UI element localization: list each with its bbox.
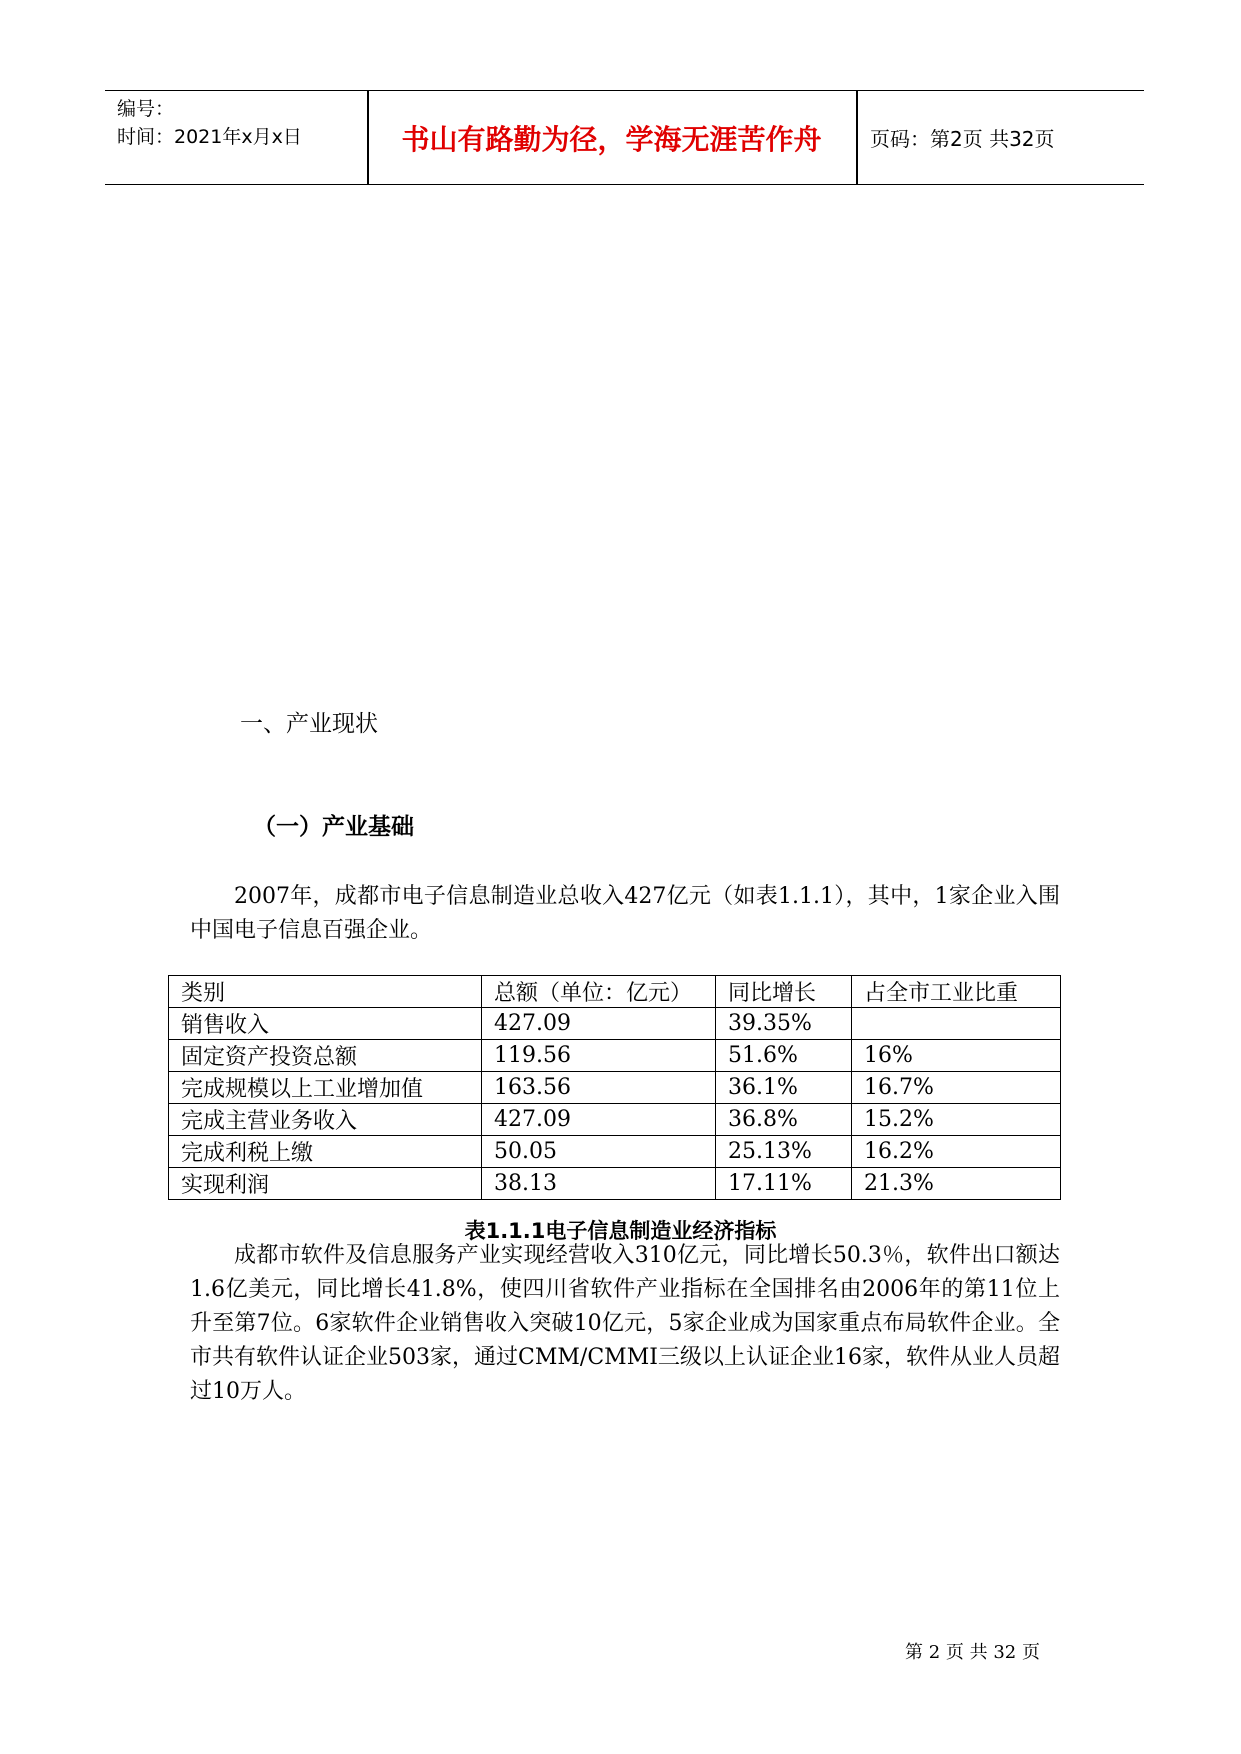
table-cell: 427.09 <box>482 1008 716 1040</box>
table-row <box>169 1168 1061 1200</box>
table-cell: 119.56 <box>482 1040 716 1072</box>
table-cell: 38.13 <box>482 1168 716 1200</box>
body-paragraph <box>190 1239 1060 1409</box>
table-cell: 实现利润 <box>169 1168 482 1200</box>
indicator-table <box>168 975 1061 1200</box>
table-cell: 15.2% <box>852 1104 1061 1136</box>
header-page-number: 页码：第2页 共32页 <box>870 127 1055 151</box>
document-time-label: 时间：2021年x月x日 <box>117 126 302 148</box>
section-heading: 一、产业现状 <box>240 711 378 737</box>
table-cell: 完成规模以上工业增加值 <box>169 1072 482 1104</box>
page-footer: 第 2 页 共 32 页 <box>905 1642 1040 1663</box>
table-cell: 51.6% <box>716 1040 852 1072</box>
table-row <box>169 1008 1061 1040</box>
table-row <box>169 1040 1061 1072</box>
table-cell: 16.2% <box>852 1136 1061 1168</box>
table-cell: 完成利税上缴 <box>169 1136 482 1168</box>
table-cell: 固定资产投资总额 <box>169 1040 482 1072</box>
header-motto: 书山有路勤为径，学海无涯苦作舟 <box>401 122 822 156</box>
table-cell: 163.56 <box>482 1072 716 1104</box>
table-cell: 50.05 <box>482 1136 716 1168</box>
header-meta <box>117 95 302 151</box>
document-number-label: 编号： <box>117 98 175 120</box>
intro-paragraph-text: 2007年，成都市电子信息制造业总收入427亿元（如表1.1.1），其中，1家企业入围中国电子信息百强企业。 <box>190 884 1060 943</box>
table-cell <box>852 1008 1061 1040</box>
table-header-cell: 占全市工业比重 <box>852 976 1061 1008</box>
table-cell: 16.7% <box>852 1072 1061 1104</box>
table-row <box>169 1104 1061 1136</box>
table-cell: 39.35% <box>716 1008 852 1040</box>
table-header-cell: 类别 <box>169 976 482 1008</box>
intro-paragraph <box>190 880 1060 948</box>
table-caption: 表1.1.1电子信息制造业经济指标 <box>464 1219 777 1243</box>
table-cell: 21.3% <box>852 1168 1061 1200</box>
section-subheading: （一）产业基础 <box>253 814 414 840</box>
table-cell: 16% <box>852 1040 1061 1072</box>
table-cell: 36.1% <box>716 1072 852 1104</box>
table-row <box>169 1072 1061 1104</box>
table-header-cell: 总额（单位：亿元） <box>482 976 716 1008</box>
table-cell: 427.09 <box>482 1104 716 1136</box>
table-row <box>169 1136 1061 1168</box>
table-cell: 36.8% <box>716 1104 852 1136</box>
table-cell: 销售收入 <box>169 1008 482 1040</box>
table-header-row <box>169 976 1061 1008</box>
table-cell: 完成主营业务收入 <box>169 1104 482 1136</box>
table-cell: 25.13% <box>716 1136 852 1168</box>
table-header-cell: 同比增长 <box>716 976 852 1008</box>
body-paragraph-text: 成都市软件及信息服务产业实现经营收入310亿元，同比增长50.3％，软件出口额达1.6亿美元，同比增长41.8%，使四川省软件产业指标在全国排名由2006年的第11位上升至第7位。6家软件企业销售收入突破10亿元，5家企业成为国家重点布局软件企业。全市共有软件认证企业503家，通过CMM/CMMI三级以上认证企业16家，软件从业人员超过10万人。 <box>190 1243 1060 1404</box>
table-cell: 17.11% <box>716 1168 852 1200</box>
page-header <box>105 90 1144 185</box>
header-divider <box>856 91 858 184</box>
